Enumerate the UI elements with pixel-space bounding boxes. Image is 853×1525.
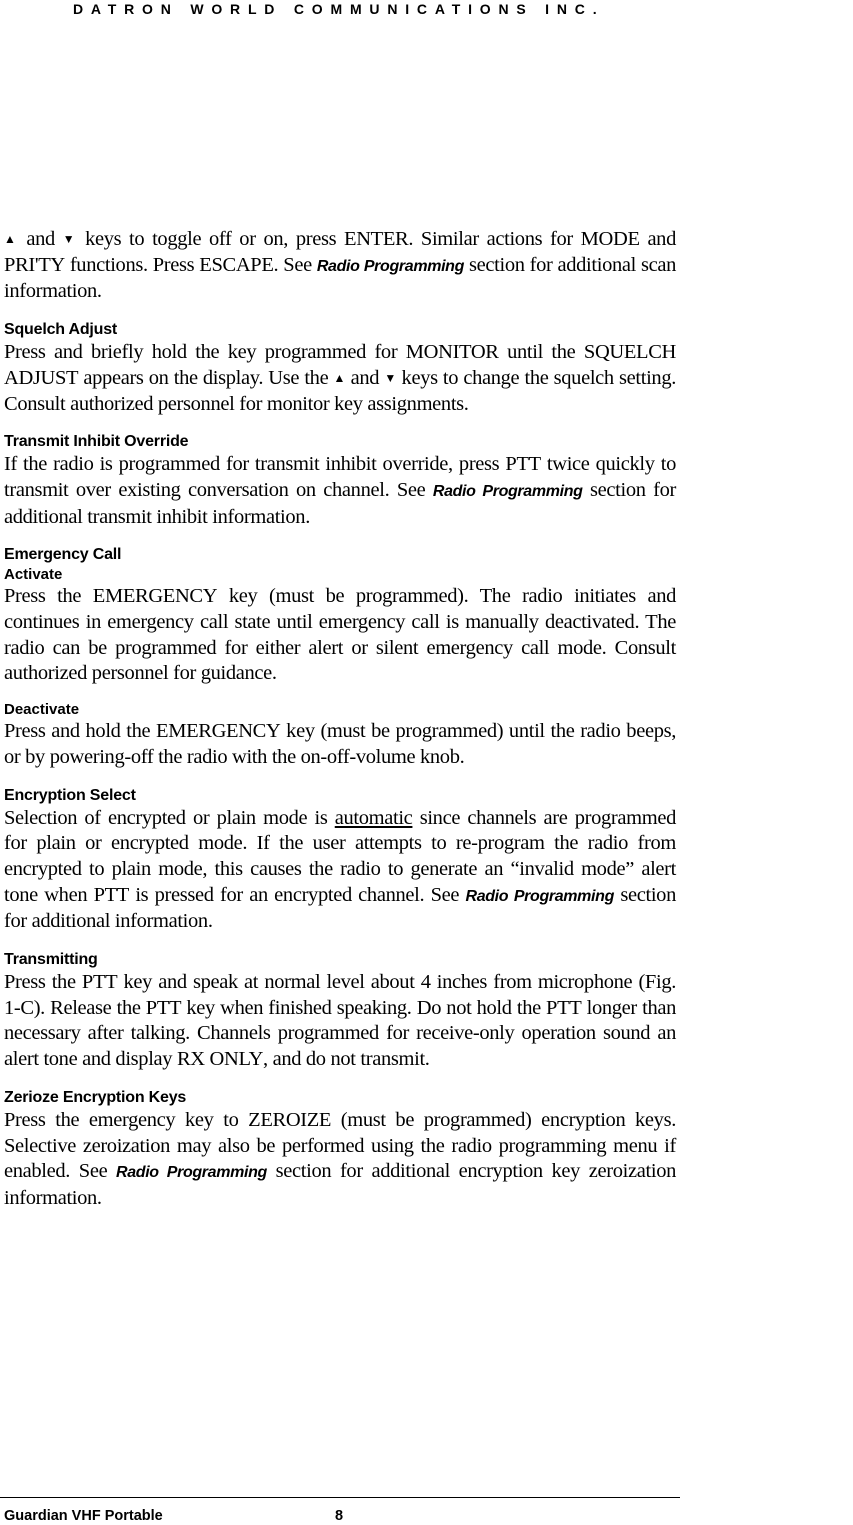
deactivate-paragraph: Press and hold the EMERGENCY key (must be programmed) until the radio beeps, or by powering-off the radio with the on-off-volume knob. — [4, 720, 676, 768]
company-header: DATRON WORLD COMMUNICATIONS INC. — [73, 1, 605, 17]
transmitting-heading: Transmitting — [4, 951, 98, 969]
page-number: 8 — [335, 1508, 344, 1524]
down-arrow-icon: ▼ — [384, 370, 397, 385]
radio-programming-ref: Radio Programming — [316, 257, 465, 275]
footer-rule — [0, 1497, 680, 1498]
transmitting-paragraph: Press the PTT key and speak at normal level about 4 inches from microphone (Fig. 1-C). Release the PTT key when finished speaking. Do not hold the PTT longer than necessary after talking. Channels programmed for receive-only operation sound an alert tone and display RX ONLY, and do not transmit. — [4, 971, 677, 1071]
squelch-adjust-paragraph: Press and briefly hold the key programmed for MONITOR until the SQUELCH ADJUST appears on the display. Use the ▲ and ▼ keys to change the squelch setting. Consult authorized personnel for monitor key assignments. — [4, 341, 676, 415]
encryption-select-heading: Encryption Select — [4, 786, 136, 804]
transmit-inhibit-paragraph: If the radio is programmed for transmit inhibit override, press PTT twice quickly to transmit over existing conversation on channel. See Radio Programming section for additional transmit inhibit information. — [4, 453, 676, 528]
squelch-adjust-heading: Squelch Adjust — [4, 321, 118, 339]
enter-key-label: ENTER — [344, 228, 409, 250]
ptt-key-label: PTT — [546, 996, 582, 1019]
radio-programming-ref: Radio Programming — [116, 1164, 267, 1182]
monitor-key-label: MONITOR — [405, 341, 499, 364]
activate-subheading: Activate — [4, 566, 63, 584]
ptt-key-label: PTT — [505, 453, 541, 476]
prity-key-label: PRI'TY — [4, 253, 65, 276]
page-content — [4, 227, 676, 1212]
zeroize-key-label: ZEROIZE — [248, 1108, 332, 1131]
encryption-select-paragraph: Selection of encrypted or plain mode is automatic since channels are programmed for plain or encrypted mode. If the user attempts to re-program the radio from encrypted to plain mode, this causes the radio to generate an “invalid mode” alert tone when PTT is pressed for an encrypted channel. See Radio Programming section for additional information. — [4, 806, 676, 933]
footer-title: Guardian VHF Portable — [4, 1508, 163, 1524]
up-arrow-icon: ▲ — [333, 370, 346, 385]
emergency-call-heading: Emergency Call — [4, 546, 122, 564]
deactivate-subheading: Deactivate — [4, 701, 80, 719]
zeroize-paragraph: Press the emergency key to ZEROIZE (must be programmed) encryption keys. Selective zeroization may also be performed using the radio programming menu if enabled. See Radio Programming section for additional encryption key zeroization information. — [4, 1108, 676, 1209]
down-arrow-icon: ▼ — [62, 232, 78, 246]
ptt-key-label: PTT — [145, 996, 182, 1019]
intro-paragraph: ▲ and ▼ keys to toggle off or on, press ENTER. Similar actions for MODE and PRI'TY functions. Press ESCAPE. See Radio Programming section for additional scan information. — [4, 228, 676, 303]
automatic-underlined-text: automatic — [334, 806, 413, 829]
ptt-key-label: PTT — [93, 883, 129, 906]
emergency-key-label: EMERGENCY — [92, 585, 218, 608]
radio-programming-ref: Radio Programming — [432, 482, 583, 500]
emergency-key-label: EMERGENCY — [156, 720, 281, 743]
up-arrow-icon: ▲ — [4, 232, 19, 246]
transmit-inhibit-heading: Transmit Inhibit Override — [4, 433, 189, 451]
activate-paragraph: Press the EMERGENCY key (must be programmed). The radio initiates and continues in emergency call state until emergency call is manually deactivated. The radio can be programmed for either alert or silent emergency call mode. Consult authorized personnel for guidance. — [4, 585, 677, 685]
squelch-adjust-display-label: SQUELCH ADJUST — [4, 341, 676, 389]
ptt-key-label: PTT — [81, 971, 118, 994]
rx-only-display-label: RX ONLY — [176, 1048, 264, 1071]
radio-programming-ref: Radio Programming — [465, 887, 615, 905]
escape-key-label: ESCAPE — [199, 253, 274, 276]
mode-key-label: MODE — [580, 228, 640, 250]
zeroize-heading: Zerioze Encryption Keys — [4, 1088, 187, 1106]
